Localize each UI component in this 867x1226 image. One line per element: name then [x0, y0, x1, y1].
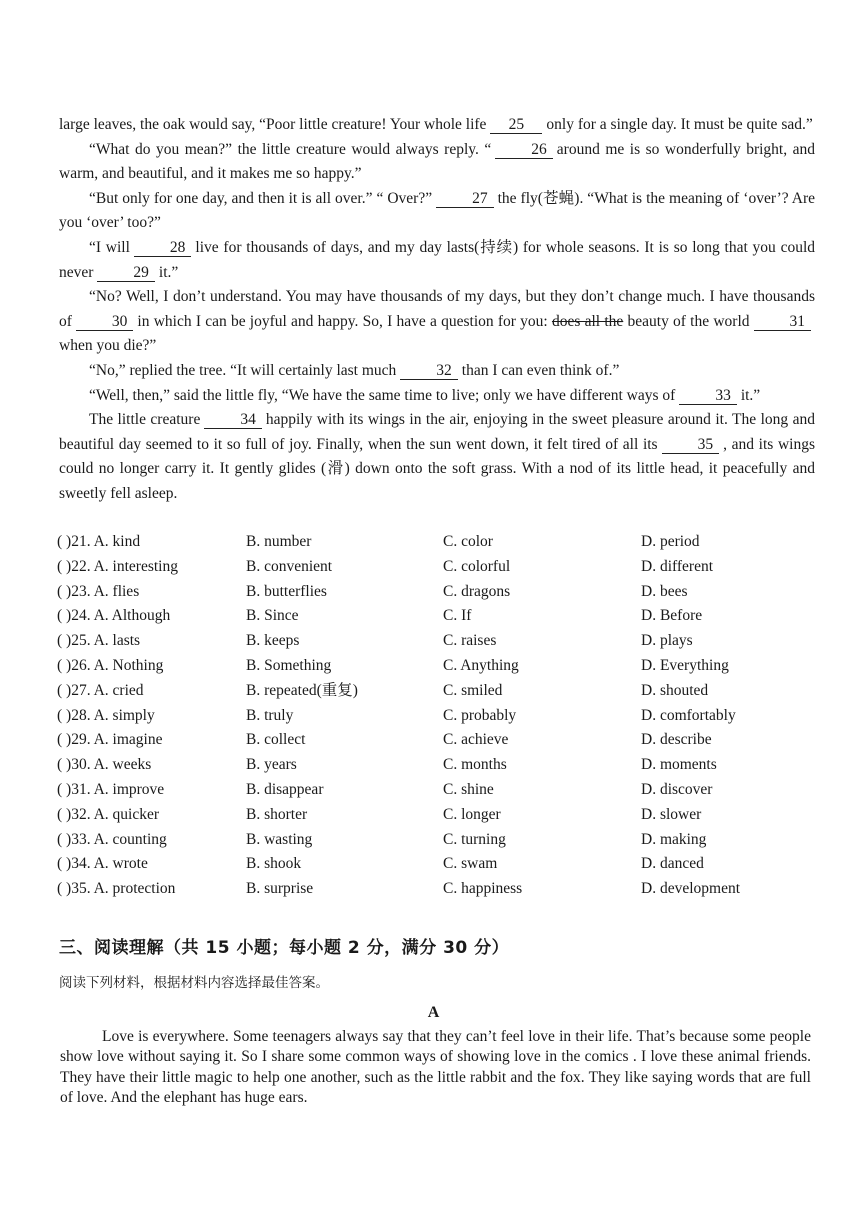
option-c: C. colorful: [443, 557, 511, 575]
option-b: B. surprise: [246, 880, 314, 898]
option-b: B. collect: [246, 731, 306, 749]
text: “I will: [89, 238, 130, 256]
option-d: D. plays: [641, 632, 693, 650]
option-d: D. slower: [641, 805, 702, 823]
paragraph-1: [59, 113, 815, 138]
text: “What do you mean?” the little creature would always reply. “: [89, 140, 492, 158]
text: , and its wings could no longer carry it. It gently glides (滑) down onto the soft grass. With a nod of its little head, it peacefully and sweetly fell asleep.: [59, 435, 815, 502]
option-d: D. Everything: [641, 656, 729, 674]
text: “No,” replied the tree. “It will certainly last much: [89, 361, 397, 379]
option-d: D. different: [641, 557, 714, 575]
struck-text: does all the: [551, 312, 624, 330]
option-b: B. repeated(重复): [246, 681, 358, 699]
option-d: D. bees: [641, 582, 688, 600]
blank-30: 30: [76, 313, 134, 331]
question-number-option-a: ( )21. A. kind: [57, 533, 141, 550]
question-row: [57, 753, 817, 778]
text: in which I can be joyful and happy. So, I have a question for you:: [137, 312, 548, 330]
question-list: [57, 530, 817, 902]
question-number-option-a: ( )28. A. simply: [57, 706, 155, 724]
option-c: C. smiled: [443, 681, 503, 699]
option-b: B. shook: [246, 855, 302, 873]
question-number-option-a: ( )30. A. weeks: [57, 756, 152, 774]
question-number-option-a: ( )35. A. protection: [57, 880, 176, 898]
text: than I can even think of.”: [461, 361, 620, 379]
text: beauty of the world: [627, 312, 750, 330]
option-d: D. shouted: [641, 681, 709, 699]
option-c: C. dragons: [443, 582, 511, 600]
blank-28: 28: [134, 239, 192, 257]
text: the fly(苍蝇). “What is the meaning of ‘over’? Are you ‘over’ too?”: [59, 189, 816, 232]
option-d: D. period: [641, 533, 700, 550]
question-number-option-a: ( )23. A. flies: [57, 582, 140, 600]
question-row: [57, 580, 817, 605]
option-b: B. shorter: [246, 805, 308, 823]
option-c: C. swam: [443, 855, 498, 873]
text: large leaves, the oak would say, “Poor little creature! Your whole life: [59, 116, 487, 133]
text: The little creature: [89, 411, 201, 429]
question-row: [57, 530, 817, 555]
option-b: B. truly: [246, 706, 294, 724]
blank-31: 31: [754, 313, 812, 331]
text: it.”: [158, 263, 179, 281]
question-row: [57, 728, 817, 753]
text: only for a single day. It must be quite sad.”: [546, 116, 813, 133]
option-c: C. color: [443, 533, 493, 550]
question-number-option-a: ( )22. A. interesting: [57, 557, 178, 575]
text: “No? Well, I don’t understand. You may have thousands of my days, but they don’t change much. I have thousands of: [59, 288, 815, 330]
option-c: C. probably: [443, 706, 517, 724]
blank-33: 33: [679, 387, 737, 405]
question-number-option-a: ( )33. A. counting: [57, 830, 167, 848]
question-row: [57, 803, 817, 828]
text: happily with its wings in the air, enjoying in the sweet pleasure around it. The long and beautiful day seemed to it so full of joy. Finally, when the sun went down, it felt tired of all its: [59, 411, 815, 453]
paragraph-8: [59, 408, 815, 506]
option-c: C. If: [443, 607, 472, 625]
option-d: D. Before: [641, 607, 703, 625]
option-c: C. shine: [443, 780, 494, 798]
question-row: [57, 654, 817, 679]
option-b: B. keeps: [246, 632, 300, 650]
text: it.”: [740, 386, 761, 404]
question-number-option-a: ( )34. A. wrote: [57, 855, 148, 873]
option-c: C. turning: [443, 830, 506, 848]
option-b: B. Since: [246, 607, 299, 625]
part-heading: A: [427, 1004, 440, 1021]
reading-passage: Love is everywhere. Some teenagers always say that they can’t feel love in their life. That’s because some people show love without saying it. So I share some common ways of showing love in the comics . I love these animal friends. They have their little magic to help one another, such as the little rabbit and the fox. They like saying words that are full of love. And the elephant has huge ears.: [60, 1028, 811, 1107]
option-d: D. danced: [641, 855, 704, 873]
option-d: D. describe: [641, 731, 712, 749]
text: around me is so wonderfully bright, and warm, and beautiful, and it makes me so happy.”: [59, 140, 815, 183]
text: when you die?”: [59, 337, 157, 355]
section-title: 三、阅读理解（共 15 小题；每小题 2 分，满分 30 分）: [59, 938, 510, 958]
paragraph-7: [59, 384, 815, 409]
paragraph-6: [59, 359, 815, 384]
option-c: C. months: [443, 756, 507, 774]
paragraph-3: [59, 187, 815, 236]
blank-34: 34: [204, 411, 262, 429]
blank-27: 27: [436, 190, 494, 208]
question-number-option-a: ( )29. A. imagine: [57, 731, 163, 749]
option-b: B. convenient: [246, 557, 333, 575]
blank-35: 35: [662, 436, 720, 454]
question-number-option-a: ( )31. A. improve: [57, 780, 165, 798]
question-row: [57, 604, 817, 629]
option-b: B. wasting: [246, 830, 313, 848]
question-row: [57, 629, 817, 654]
option-b: B. butterflies: [246, 582, 327, 600]
question-row: [57, 704, 817, 729]
paragraph-2: [59, 138, 815, 187]
question-row: [57, 679, 817, 704]
option-d: D. development: [641, 880, 741, 898]
blank-26: 26: [495, 141, 553, 159]
section-instruction: 阅读下列材料，根据材料内容选择最佳答案。: [59, 975, 329, 991]
question-number-option-a: ( )32. A. quicker: [57, 805, 160, 823]
question-number-option-a: ( )25. A. lasts: [57, 632, 141, 650]
option-d: D. comfortably: [641, 706, 736, 724]
paragraph-4: [59, 236, 815, 285]
question-row: [57, 877, 817, 902]
blank-25: 25: [490, 116, 542, 134]
question-number-option-a: ( )26. A. Nothing: [57, 656, 164, 674]
cloze-passage: [59, 113, 815, 507]
option-b: B. years: [246, 756, 297, 774]
option-b: B. Something: [246, 656, 332, 674]
option-d: D. moments: [641, 756, 717, 774]
paragraph-5: [59, 285, 815, 359]
question-row: [57, 852, 817, 877]
option-d: D. discover: [641, 780, 713, 798]
option-c: C. happiness: [443, 880, 523, 898]
option-c: C. longer: [443, 805, 501, 823]
question-number-option-a: ( )27. A. cried: [57, 681, 144, 699]
option-b: B. disappear: [246, 780, 324, 798]
question-row: [57, 828, 817, 853]
option-d: D. making: [641, 830, 707, 848]
option-c: C. achieve: [443, 731, 509, 749]
text: live for thousands of days, and my day lasts(持续) for whole seasons. It is so long that you could never: [59, 238, 816, 281]
option-c: C. raises: [443, 632, 497, 650]
blank-29: 29: [97, 264, 155, 282]
text: “But only for one day, and then it is all over.” “ Over?”: [89, 189, 433, 207]
question-row: [57, 778, 817, 803]
blank-32: 32: [400, 362, 458, 380]
text: “Well, then,” said the little fly, “We have the same time to live; only we have different ways of: [89, 386, 676, 404]
question-number-option-a: ( )24. A. Although: [57, 607, 171, 625]
option-c: C. Anything: [443, 656, 519, 674]
question-row: [57, 555, 817, 580]
option-b: B. number: [246, 533, 312, 550]
